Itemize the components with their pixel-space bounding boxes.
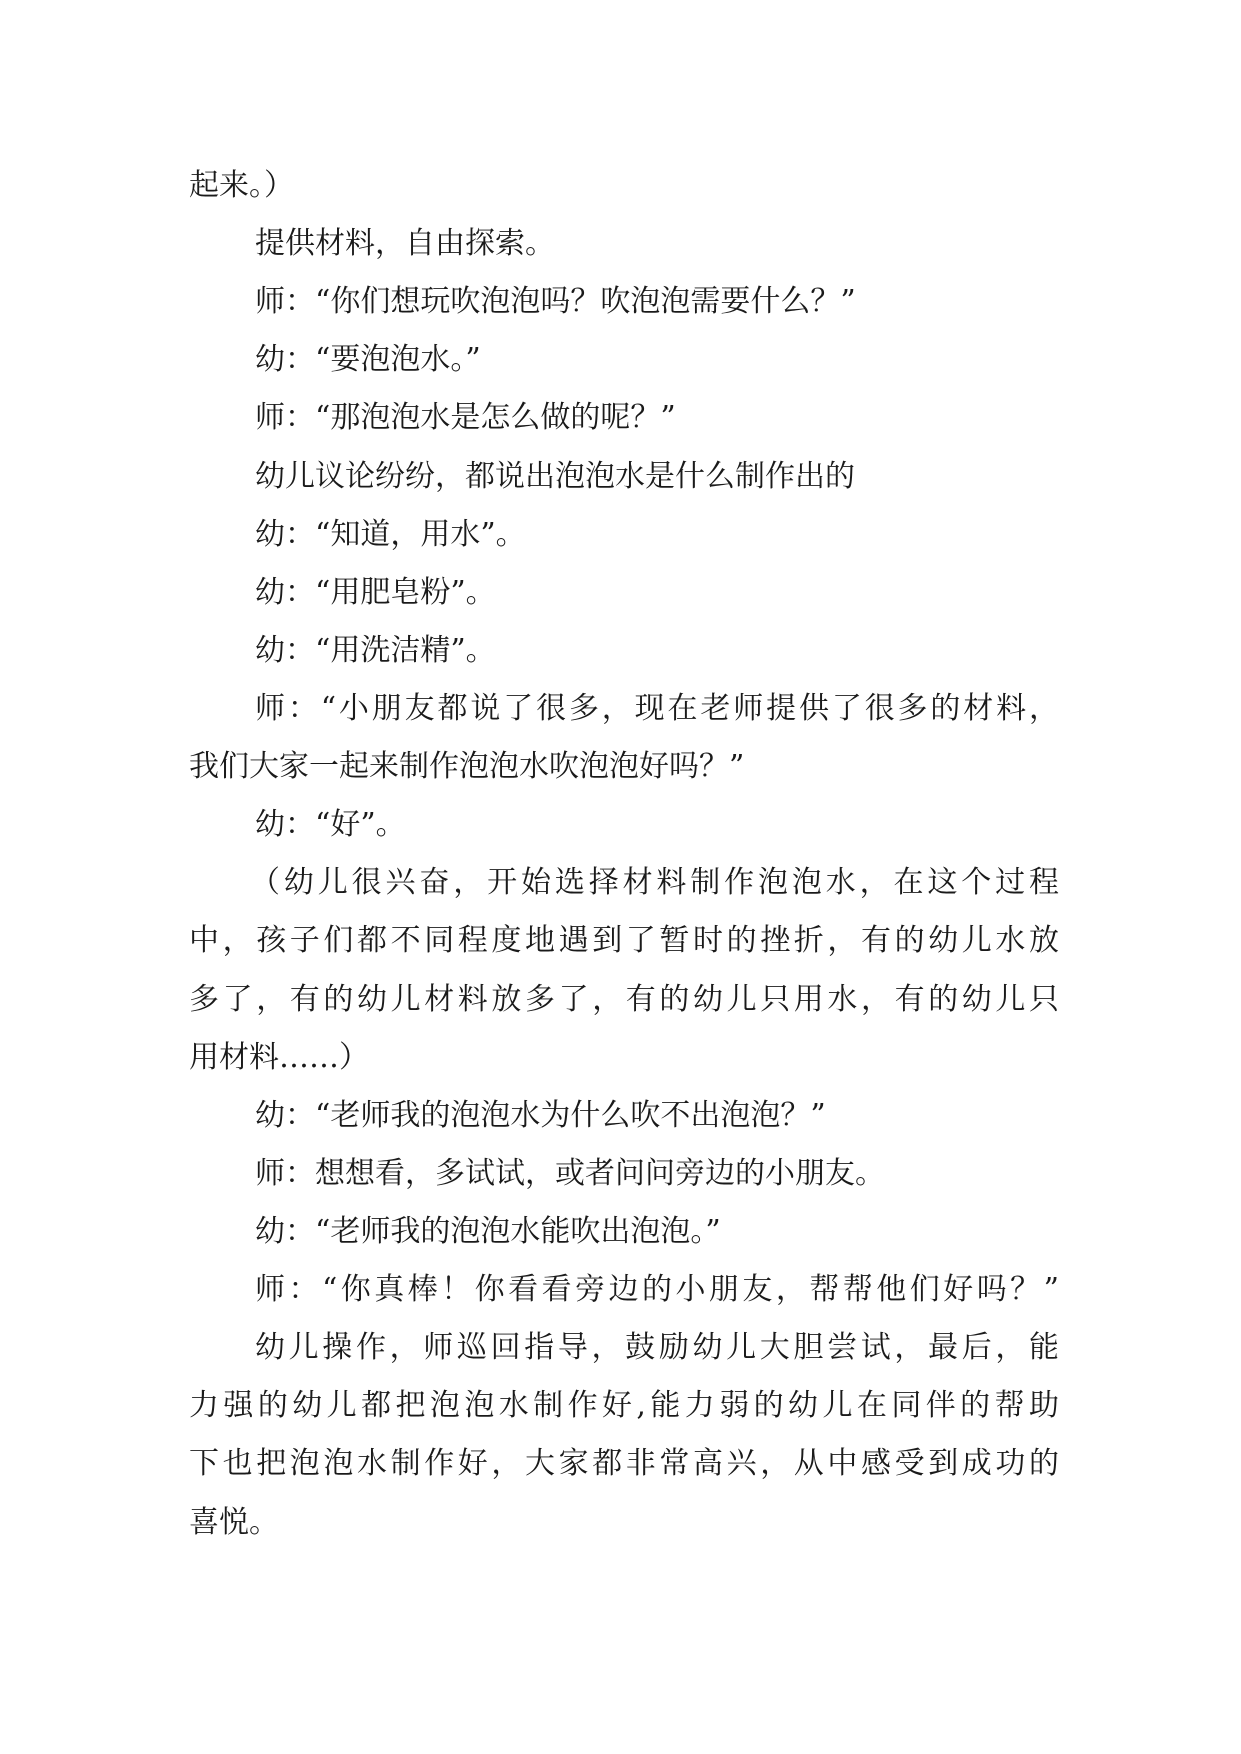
text-line: 幼：“老师我的泡泡水为什么吹不出泡泡？”	[255, 1098, 826, 1133]
text-line: 多了，有的幼儿材料放多了，有的幼儿只用水，有的幼儿只	[189, 982, 1059, 1017]
text-line: 用材料……）	[189, 1040, 369, 1075]
text-line: 师：“你真棒！你看看旁边的小朋友，帮帮他们好吗？”	[255, 1272, 1059, 1307]
text-line: 下也把泡泡水制作好，大家都非常高兴，从中感受到成功的	[189, 1446, 1059, 1481]
text-line: 师：“你们想玩吹泡泡吗？吹泡泡需要什么？”	[255, 284, 856, 319]
text-line: 幼：“好”。	[255, 807, 406, 842]
text-line: 幼儿操作，师巡回指导，鼓励幼儿大胆尝试，最后，能	[255, 1330, 1059, 1365]
text-line: 幼：“用洗洁精”。	[255, 633, 496, 668]
text-line: 师：“小朋友都说了很多，现在老师提供了很多的材料，	[255, 691, 1059, 726]
text-line: 师：“那泡泡水是怎么做的呢？”	[255, 400, 676, 435]
text-line: 幼：“用肥皂粉”。	[255, 575, 496, 610]
text-line: （幼儿很兴奋，开始选择材料制作泡泡水，在这个过程	[250, 865, 1059, 900]
text-line: 起来。）	[189, 168, 294, 203]
text-line: 幼：“老师我的泡泡水能吹出泡泡。”	[255, 1214, 721, 1249]
text-line: 中，孩子们都不同程度地遇到了暂时的挫折，有的幼儿水放	[189, 923, 1059, 958]
text-line: 幼：“知道，用水”。	[255, 517, 526, 552]
text-line: 喜悦。	[189, 1505, 279, 1540]
text-line: 幼儿议论纷纷，都说出泡泡水是什么制作出的	[255, 459, 855, 494]
text-line: 幼：“要泡泡水。”	[255, 342, 481, 377]
text-line: 我们大家一起来制作泡泡水吹泡泡好吗？”	[189, 749, 745, 784]
text-line: 师：想想看，多试试，或者问问旁边的小朋友。	[255, 1156, 885, 1191]
text-line: 力强的幼儿都把泡泡水制作好,能力弱的幼儿在同伴的帮助	[189, 1388, 1059, 1423]
text-line: 提供材料，自由探索。	[255, 226, 555, 261]
